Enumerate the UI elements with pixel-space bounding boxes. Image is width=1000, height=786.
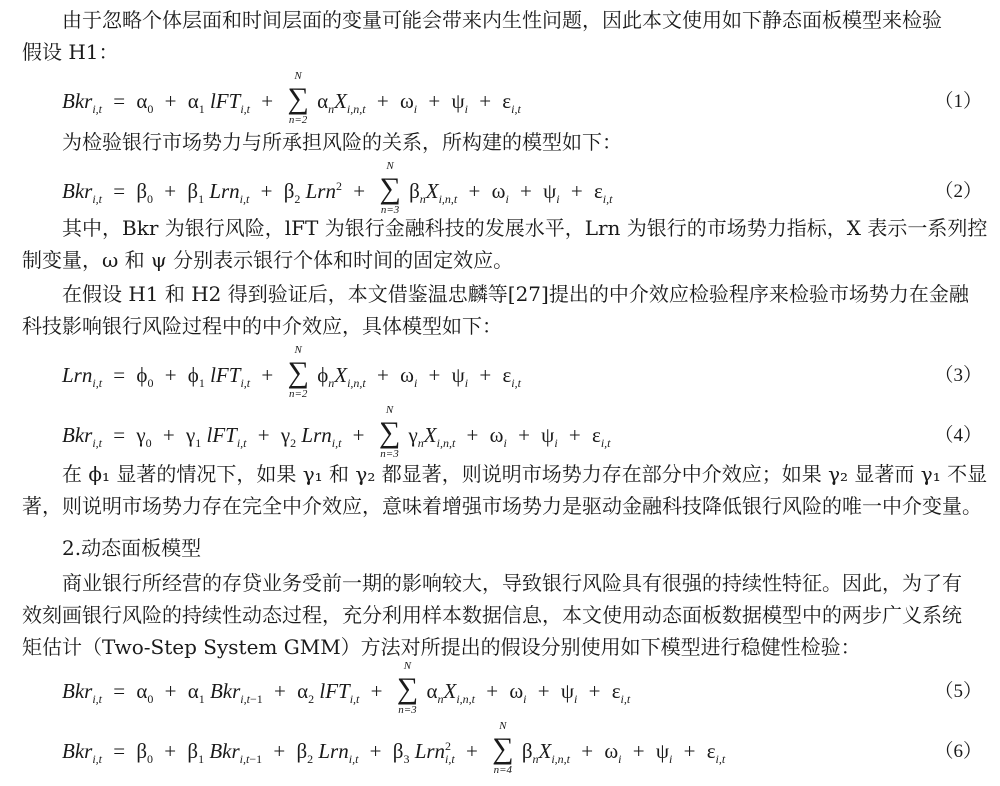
- section-heading-dynamic-panel: [22, 532, 987, 564]
- summation-symbol: N ∑ n=3: [396, 660, 419, 716]
- equation-lhs: Bkr: [62, 739, 93, 763]
- equation-6: [62, 720, 982, 786]
- summation-symbol: N ∑ n=2: [287, 344, 309, 400]
- equation-5: [62, 660, 982, 726]
- paragraph-line: 由于忽略个体层面和时间层面的变量可能会带来内生性问题，因此本文使用如下静态面板模型来检验: [62, 8, 942, 32]
- paragraph-mediation-interpretation: [22, 458, 987, 522]
- paragraph-variable-definitions: [22, 212, 987, 276]
- paragraph-line: 商业银行所经营的存贷业务受前一期的影响较大，导致银行风险具有很强的持续性特征。因此，为了有: [62, 571, 962, 595]
- summation-symbol: N ∑ n=3: [379, 160, 401, 216]
- equation-lhs: Bkr: [62, 89, 93, 113]
- equation-lhs: Bkr: [62, 179, 93, 203]
- equation-body: $Lrn_{i,t} = \phi_0 + \phi_1$ lFT$_{i,t}$ + N ∑ n=2 $\phi_nX_{i,n,t} + \omega_i + \psi_i + \varepsilon_{i,t}$: [62, 344, 521, 400]
- equation-body: $Bkr_{i,t} = \alpha_0 + \alpha_1$ $Bkr_{i,t-1} + \alpha_2$ lFT$_{i,t}$ + N ∑ n=3 $\alpha_nX_{i,n,t} + \omega_i + \psi_i + \varepsilon_{i,t}$: [62, 660, 631, 716]
- equation-lhs: Bkr: [62, 679, 93, 703]
- equation-number: （1）: [934, 91, 982, 112]
- paragraph-line: 矩估计（Two-Step System GMM）方法对所提出的假设分别使用如下模型进行稳健性检验：: [22, 635, 861, 659]
- equation-body: $Bkr_{i,t} = \beta_0 + \beta_1$ $Bkr_{i,t-1} + \beta_2$ $Lrn_{i,t} + \beta_3$ Lrn$^2_{i,t}$ + N ∑ n=4 $\beta_nX_{i,n,t} + \omega_i + \psi_i + \varepsilon_{i,t}$: [62, 720, 726, 776]
- equation-3: [62, 344, 982, 410]
- summation-symbol: N ∑ n=2: [287, 70, 309, 126]
- equation-body: $Bkr_{i,t} = \beta_0 + \beta_1$ $Lrn_{i,t} + \beta_2$ Lrn$^2$ + N ∑ n=3 $\beta_nX_{i,n,t} + \omega_i + \psi_i + \varepsilon_{i,t}$: [62, 160, 613, 216]
- paragraph-market-power-model: [22, 126, 987, 158]
- section-heading-text: 2.动态面板模型: [62, 536, 202, 560]
- paragraph-intro-static-model: [22, 4, 987, 68]
- equation-body: $Bkr_{i,t} = \gamma_0 + \gamma_1$ $lFT_{i,t} + \gamma_2$ Lrn$_{i,t}$ + N ∑ n=3 $\gamma_nX_{i,n,t} + \omega_i + \psi_i + \varepsilon_{i,t}$: [62, 404, 611, 460]
- paragraph-line: 在假设 H1 和 H2 得到验证后，本文借鉴温忠麟等[27]提出的中介效应检验程序来检验市场势力在金融: [62, 282, 969, 306]
- paragraph-line: 为检验银行市场势力与所承担风险的关系，所构建的模型如下：: [62, 130, 622, 154]
- equation-number: （5）: [934, 681, 982, 702]
- equation-lhs: Lrn: [62, 363, 93, 387]
- paragraph-line: 其中，Bkr 为银行风险，lFT 为银行金融科技的发展水平，Lrn 为银行的市场势力指标，X 表示一系列控: [62, 216, 988, 240]
- equation-lhs: Bkr: [62, 423, 93, 447]
- equation-number: （3）: [934, 365, 982, 386]
- summation-symbol: N ∑ n=4: [492, 720, 514, 776]
- paragraph-line: 假设 H1：: [22, 40, 119, 64]
- paragraph-dynamic-panel: [22, 567, 987, 663]
- paragraph-line: 在 ϕ₁ 显著的情况下，如果 γ₁ 和 γ₂ 都显著，则说明市场势力存在部分中介效应；如果 γ₂ 显著而 γ₁ 不显: [62, 462, 988, 486]
- summation-symbol: N ∑ n=3: [378, 404, 401, 460]
- paragraph-line: 制变量，ω 和 ψ 分别表示银行个体和时间的固定效应。: [22, 248, 514, 272]
- equation-number: （2）: [934, 181, 982, 202]
- paragraph-mediation-intro: [22, 278, 987, 342]
- paragraph-line: 效刻画银行风险的持续性动态过程，充分利用样本数据信息，本文使用动态面板数据模型中的两步广义系统: [22, 603, 962, 627]
- paragraph-line: 科技影响银行风险过程中的中介效应，具体模型如下：: [22, 314, 502, 338]
- paragraph-line: 著，则说明市场势力存在完全中介效应，意味着增强市场势力是驱动金融科技降低银行风险的唯一中介变量。: [22, 494, 982, 518]
- equation-body: $Bkr_{i,t} = \alpha_0 + \alpha_1$ lFT$_{i,t}$ + N ∑ n=2 $\alpha_nX_{i,n,t} + \omega_i + \psi_i + \varepsilon_{i,t}$: [62, 70, 521, 126]
- equation-number: （4）: [934, 425, 982, 446]
- equation-number: （6）: [934, 741, 982, 762]
